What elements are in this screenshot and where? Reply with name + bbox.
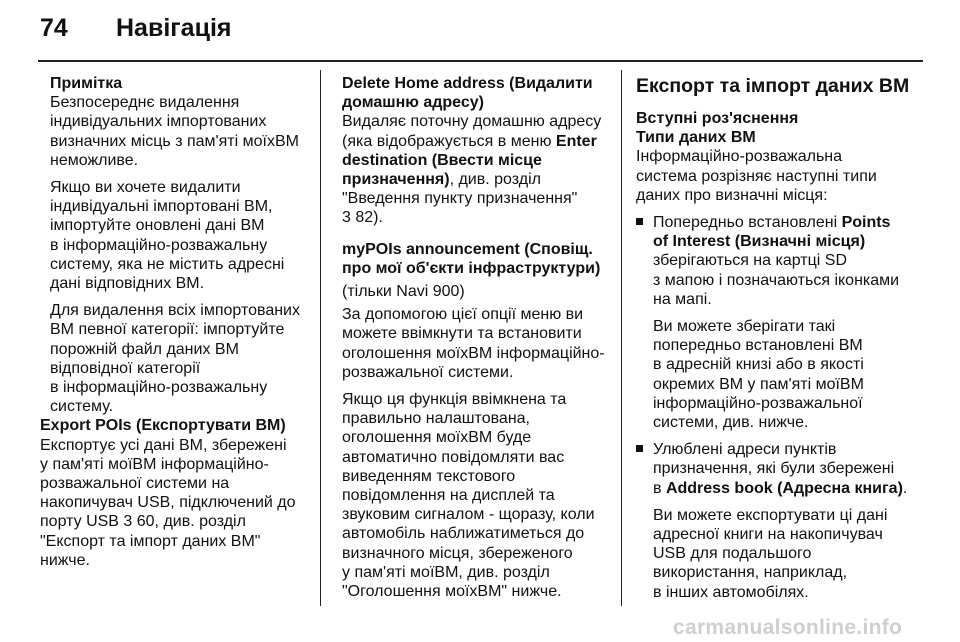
header-divider <box>38 60 923 62</box>
page-number: 74 <box>40 14 68 42</box>
mypois-paragraph-2: Якщо ця функція ввімкнена та правильно налаштована, оголошення моїхВМ буде автоматично повідомляти вас виведенням текстового повідомлення на дисплей та звуковим сигналом - щоразу, коли автомобіль наближатиметься до визначного місця, збереженого у пам'яті моїВМ, див. розділ "Оголошення моїхВМ" нижче. <box>342 391 595 601</box>
watermark: carmanualsonline.info <box>673 616 903 639</box>
note-block <box>40 74 302 416</box>
note-heading: Примітка <box>50 75 123 92</box>
navi-note: (тільки Navi 900) <box>342 283 465 301</box>
delete-home-heading: Delete Home address (Видалити домашню адресу) <box>342 75 593 112</box>
column-divider <box>320 70 321 606</box>
note-paragraph-1: Безпосереднє видалення індивідуальних імпортованих визначних місць з пам'яті моїхВМ неможливе. <box>50 94 299 169</box>
column-left <box>40 74 302 570</box>
menu-term: Enter <box>555 132 597 150</box>
export-pois-heading: Export POIs (Експортувати ВМ) <box>40 417 286 435</box>
bullet-icon <box>636 218 643 225</box>
column-middle <box>342 74 610 601</box>
arrow-ref-icon: 3 <box>342 209 351 227</box>
note-paragraph-2: Якщо ви хочете видалити індивідуальні імпортовані ВМ, імпортуйте оновлені дані ВМ в інформаційно-розважальну систему, яка не містить адресні дані відповідних ВМ. <box>50 179 285 293</box>
page-title: Навігація <box>116 14 232 42</box>
export-pois-paragraph: Експортує усі дані ВМ, збережені у пам'яті моїВМ інформаційно- розважальної системи на накопичувач USB, підключений до порту USB 3 60, див. розділ "Експорт та імпорт даних ВМ" нижче. <box>40 436 296 569</box>
intro-paragraph: Інформаційно-розважальна система розрізняє наступні типи даних про визначні місця: <box>636 148 877 204</box>
mypois-paragraph-1: За допомогою цієї опції меню ви можете ввімкнути та встановити оголошення моїхВМ інформаційно- розважальної системи. <box>342 306 605 381</box>
list-item: Попередньо встановлені Points of Interest (Визначні місця) зберігаються на картці SD з мапою і позначаються іконками на мапі. Ви можете зберігати такі попередньо встановлені ВМ в адресній книзі або в якості окремих ВМ у пам'яті моїВМ інформаційно-розважальної системи, див. нижче. <box>636 213 916 432</box>
list-item: Улюблені адреси пунктів призначення, які були збережені в Address book (Адресна книга). Ви можете експортувати ці дані адресної книги на накопичувач USB для подальшого використання, наприклад, в інших автомобілях. <box>636 440 916 602</box>
note-paragraph-3: Для видалення всіх імпортованих ВМ певної категорії: імпортуйте порожній файл даних ВМ відповідної категорії в інформаційно-розважальну систему. <box>50 302 300 416</box>
column-right <box>636 74 916 602</box>
bullet-icon <box>636 445 643 452</box>
delete-home-paragraph: Видаляє поточну домашню адресу (яка відображується в меню Enter destination (Ввести місце призначення), див. розділ "Введення пункту призначення" 3 82). <box>342 113 602 227</box>
mypois-heading: myPOIs announcement (Сповіщ. про мої об'єкти інфраструктури) <box>342 240 601 277</box>
column-divider <box>621 70 622 606</box>
intro-heading: Вступні роз'яснення <box>636 110 799 127</box>
section-heading: Експорт та імпорт даних ВМ <box>636 75 910 97</box>
types-heading: Типи даних ВМ <box>636 129 756 147</box>
arrow-ref-icon: 3 <box>123 513 133 531</box>
page-header <box>40 14 232 43</box>
